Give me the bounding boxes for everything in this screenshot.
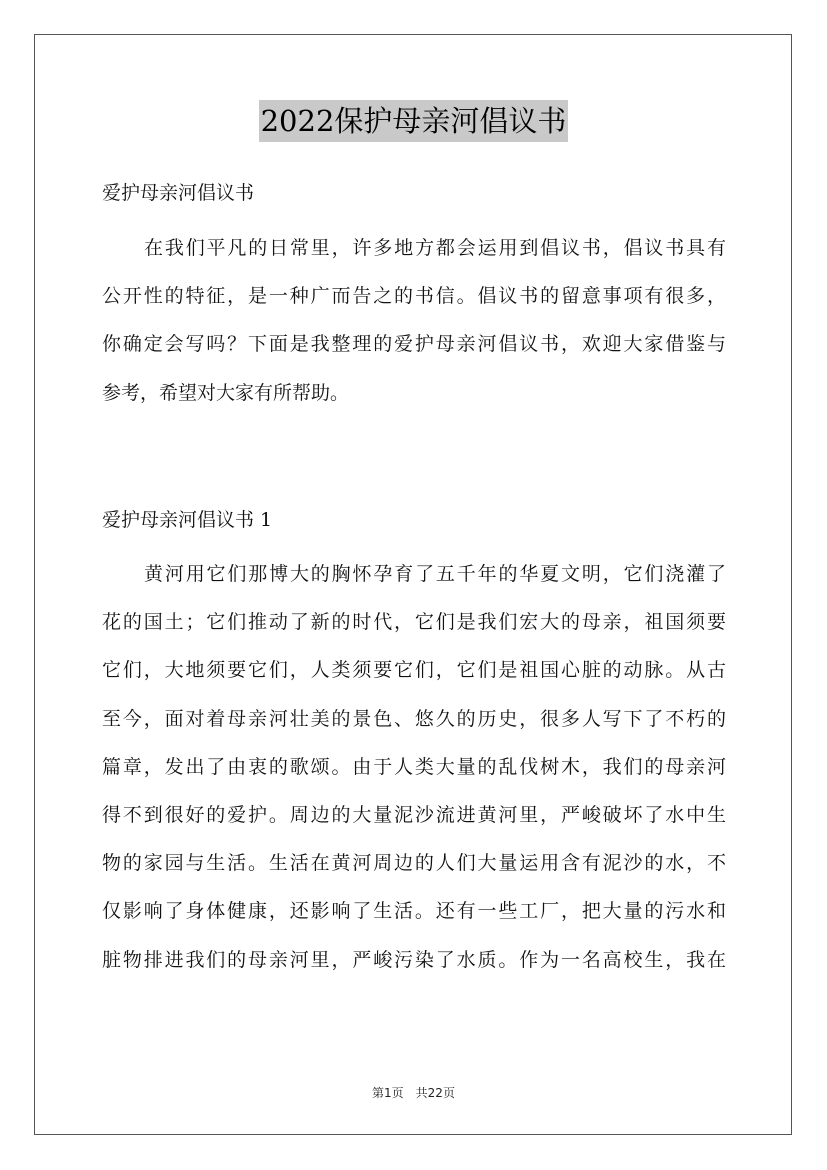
paragraph-line: 篇章，发出了由衷的歌颂。由于人类大量的乱伐树木，我们的母亲河 (102, 755, 726, 778)
page-total: 共22页 (415, 1086, 455, 1100)
page-footer (0, 1084, 827, 1101)
paragraph-line: 在我们平凡的日常里，许多地方都会运用到倡议书，倡议书具有 (144, 237, 726, 259)
paragraph-line: 物的家园与生活。生活在黄河周边的人们大量运用含有泥沙的水，不 (102, 852, 726, 875)
paragraph-line: 公开性的特征，是一种广而告之的书信。倡议书的留意事项有很多， (102, 285, 726, 308)
body-paragraph (102, 561, 726, 995)
title-container (0, 100, 827, 142)
section-heading-1: 爱护母亲河倡议书 1 (102, 509, 273, 531)
paragraph-line: 黄河用它们那博大的胸怀孕育了五千年的华夏文明，它们浇灌了 (144, 563, 726, 585)
section-heading: 爱护母亲河倡议书 (102, 182, 255, 204)
page-number: 第1页 (372, 1086, 404, 1100)
paragraph-line: 得不到很好的爱护。周边的大量泥沙流进黄河里，严峻破坏了水中生 (102, 803, 726, 826)
paragraph-line: 它们，大地须要它们，人类须要它们，它们是祖国心脏的动脉。从古 (102, 659, 726, 682)
paragraph-line: 仅影响了身体健康，还影响了生活。还有一些工厂，把大量的污水和 (102, 900, 726, 923)
document-title: 2022保护母亲河倡议书 (259, 100, 569, 142)
intro-paragraph (102, 235, 726, 428)
paragraph-line: 参考，希望对大家有所帮助。 (102, 381, 350, 404)
paragraph-line: 你确定会写吗？下面是我整理的爱护母亲河倡议书，欢迎大家借鉴与 (102, 333, 726, 356)
paragraph-line: 脏物排进我们的母亲河里，严峻污染了水质。作为一名高校生，我在 (102, 948, 726, 971)
paragraph-line: 至今，面对着母亲河壮美的景色、悠久的历史，很多人写下了不朽的 (102, 707, 726, 730)
paragraph-line: 花的国土；它们推动了新的时代，它们是我们宏大的母亲，祖国须要 (102, 611, 726, 634)
